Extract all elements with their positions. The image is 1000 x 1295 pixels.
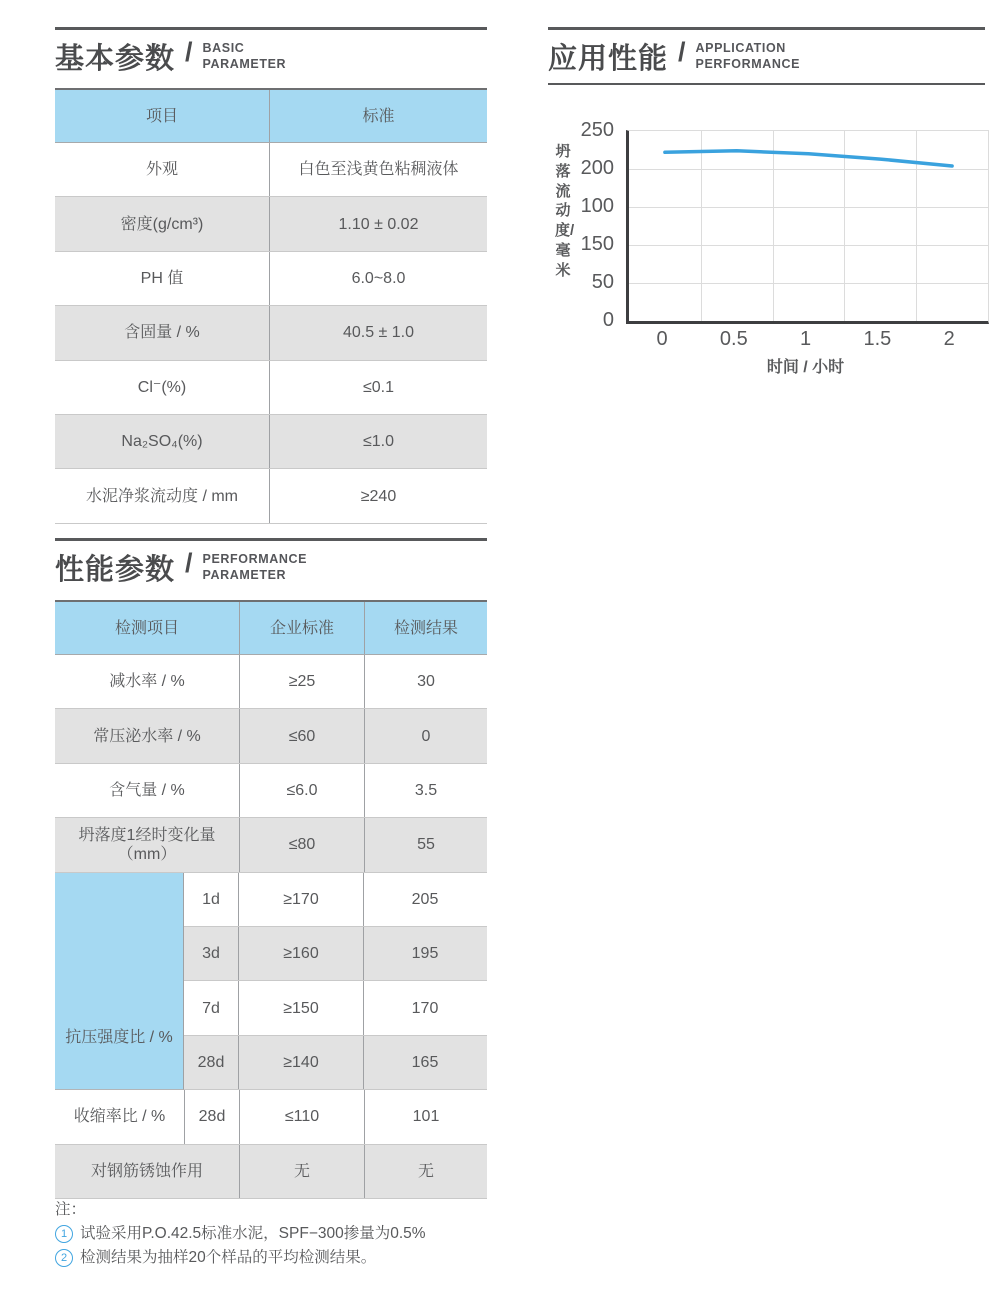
row-result: 101 xyxy=(412,1108,440,1126)
note-text: 检测结果为抽样20个样品的平均检测结果。 xyxy=(80,1249,377,1266)
table-row xyxy=(55,361,487,415)
strength-ratio-label: 抗压强度比 / % xyxy=(55,873,184,1091)
row-label: 含气量 / % xyxy=(55,764,240,817)
row-value: 6.0~8.0 xyxy=(351,269,406,287)
basic-title-en-line2: PARAMETER xyxy=(202,56,287,71)
table-row xyxy=(55,252,487,306)
title-slash: / xyxy=(185,37,193,67)
row-label: PH 值 xyxy=(55,252,270,305)
row-label: 水泥净浆流动度 / mm xyxy=(55,469,270,522)
note-text: 试验采用P.O.42.5标准水泥，SPF−300掺量为0.5% xyxy=(80,1225,426,1242)
row-standard: ≥150 xyxy=(239,981,364,1034)
row-result: 205 xyxy=(411,890,439,908)
y-tick: 250 xyxy=(580,119,614,141)
row-result: 165 xyxy=(411,1053,439,1071)
row-standard: ≥25 xyxy=(240,655,365,708)
application-section-title xyxy=(548,36,800,77)
row-value: 1.10 ± 0.02 xyxy=(338,215,419,233)
application-title-zh: 应用性能 xyxy=(548,43,669,75)
application-title-en xyxy=(696,41,801,72)
row-result: 170 xyxy=(411,999,439,1017)
row-standard: ≤6.0 xyxy=(240,764,365,817)
table-header-row xyxy=(55,602,487,655)
column-header: 检测结果 xyxy=(393,619,458,637)
application-title-en-line2: PERFORMANCE xyxy=(695,56,801,71)
row-label: 坍落度1经时变化量（mm） xyxy=(55,818,240,871)
row-label: 收缩率比 / % xyxy=(55,1090,185,1143)
notes xyxy=(55,1198,575,1270)
plot-area xyxy=(626,130,989,324)
performance-title-zh: 性能参数 xyxy=(55,554,176,586)
table-row xyxy=(55,655,487,709)
basic-section-title xyxy=(55,36,286,77)
row-label: 密度(g/cm³) xyxy=(55,197,270,250)
strength-ratio-subrows xyxy=(184,873,487,1091)
divider xyxy=(55,538,487,541)
x-tick: 1 xyxy=(800,328,812,350)
table-row xyxy=(55,306,487,360)
performance-parameter-table xyxy=(55,600,487,1199)
note-item xyxy=(55,1246,575,1270)
age-label: 1d xyxy=(184,873,239,926)
row-standard: ≤110 xyxy=(240,1090,365,1143)
table-row xyxy=(55,818,487,872)
divider xyxy=(548,83,985,85)
row-value: ≤1.0 xyxy=(362,433,395,451)
age-label: 3d xyxy=(184,927,239,980)
title-slash: / xyxy=(678,37,686,67)
table-row xyxy=(55,415,487,469)
performance-title-en-line2: PARAMETER xyxy=(202,567,287,582)
table-row xyxy=(184,1036,487,1090)
strength-ratio-group xyxy=(55,873,487,1091)
y-tick: 50 xyxy=(591,271,614,293)
row-standard: ≥140 xyxy=(239,1036,364,1089)
y-tick: 0 xyxy=(602,309,614,331)
row-label: 减水率 / % xyxy=(55,655,240,708)
table-row xyxy=(55,197,487,251)
x-tick: 2 xyxy=(943,328,955,350)
table-row xyxy=(55,709,487,763)
x-tick: 0 xyxy=(656,328,668,350)
age-label: 28d xyxy=(184,1036,239,1089)
column-header: 项目 xyxy=(55,90,270,142)
table-row xyxy=(184,927,487,981)
y-tick: 150 xyxy=(580,233,614,255)
performance-title-en xyxy=(203,552,308,583)
basic-title-zh: 基本参数 xyxy=(55,43,176,75)
y-tick: 200 xyxy=(580,157,614,179)
table-row xyxy=(184,981,487,1035)
basic-title-en-line1: BASIC xyxy=(202,41,245,55)
table-header-row xyxy=(55,90,487,143)
age-label: 28d xyxy=(185,1090,240,1143)
table-row xyxy=(55,1145,487,1199)
table-row xyxy=(55,764,487,818)
column-header: 企业标准 xyxy=(240,602,365,654)
notes-heading: 注： xyxy=(55,1201,87,1218)
row-value: ≥240 xyxy=(360,487,397,505)
row-standard: ≥170 xyxy=(239,873,364,926)
title-slash: / xyxy=(185,548,193,578)
table-row xyxy=(55,143,487,197)
row-label: 对钢筋锈蚀作用 xyxy=(55,1145,240,1198)
row-standard: ≥160 xyxy=(239,927,364,980)
row-value: 白色至浅黄色粘稠液体 xyxy=(298,161,459,179)
column-header: 标准 xyxy=(362,107,395,125)
basic-parameter-table xyxy=(55,88,487,524)
row-result: 195 xyxy=(411,945,439,963)
row-value: ≤0.1 xyxy=(362,378,395,396)
row-standard: ≤80 xyxy=(240,818,365,871)
table-row xyxy=(184,873,487,927)
row-result: 30 xyxy=(417,673,435,691)
x-tick: 1.5 xyxy=(863,328,892,350)
row-label: 含固量 / % xyxy=(55,306,270,359)
column-header: 检测项目 xyxy=(55,602,240,654)
row-label: Cl⁻(%) xyxy=(55,361,270,414)
application-title-en-line1: APPLICATION xyxy=(695,41,786,55)
row-standard: 无 xyxy=(240,1145,365,1198)
performance-section-title xyxy=(55,547,307,588)
x-tick: 0.5 xyxy=(719,328,748,350)
row-value: 40.5 ± 1.0 xyxy=(342,324,415,342)
table-row xyxy=(55,1090,487,1144)
basic-title-en xyxy=(203,41,287,72)
divider xyxy=(55,27,487,30)
note-marker-2: 2 xyxy=(55,1249,73,1267)
y-axis-label: 坍落流动度/毫米 xyxy=(555,143,575,279)
performance-title-en-line1: PERFORMANCE xyxy=(202,552,308,566)
trend-line-svg xyxy=(629,131,988,321)
row-label: Na₂SO₄(%) xyxy=(55,415,270,468)
row-label: 常压泌水率 / % xyxy=(55,709,240,762)
row-result: 无 xyxy=(417,1162,434,1180)
slump-flow-line xyxy=(665,151,952,166)
divider xyxy=(548,27,985,30)
note-item xyxy=(55,1222,575,1246)
slump-flow-chart xyxy=(548,118,985,388)
row-label: 外观 xyxy=(55,143,270,196)
note-marker-1: 1 xyxy=(55,1225,73,1243)
table-row xyxy=(55,469,487,523)
row-result: 3.5 xyxy=(414,781,438,799)
row-standard: ≤60 xyxy=(240,709,365,762)
x-axis-label: 时间 / 小时 xyxy=(766,359,845,376)
row-result: 55 xyxy=(417,836,435,854)
age-label: 7d xyxy=(184,981,239,1034)
y-tick: 100 xyxy=(580,195,614,217)
row-result: 0 xyxy=(421,727,431,745)
